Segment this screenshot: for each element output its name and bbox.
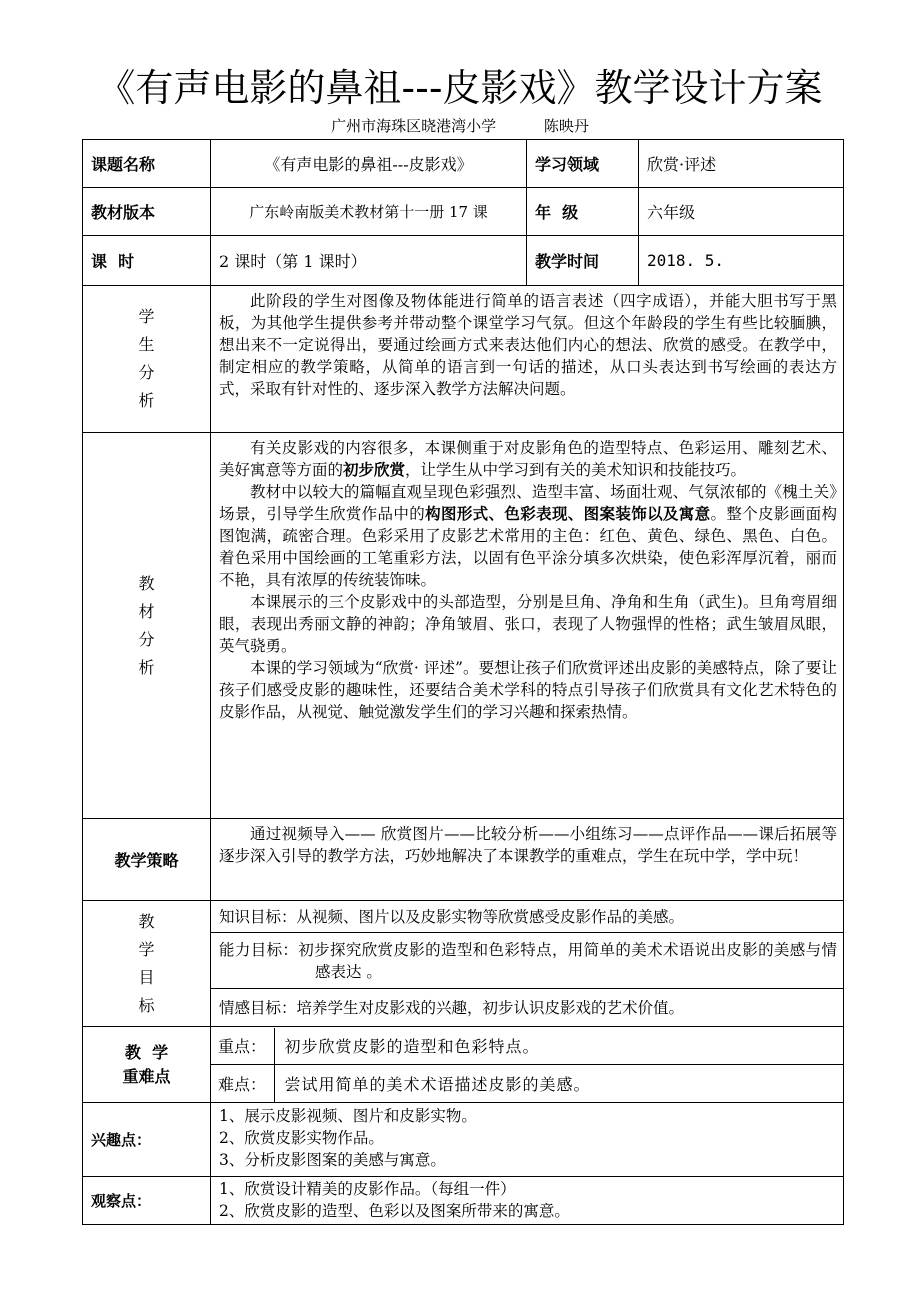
interest-item: 2、欣赏皮影实物作品。 [219, 1129, 384, 1147]
row-observe [83, 1177, 844, 1225]
row-material-analysis [83, 433, 844, 819]
material-analysis-label [83, 433, 211, 819]
label-line: 重难点 [122, 1066, 171, 1086]
goal-knowledge-cell [211, 901, 844, 933]
label-char: 学 [138, 939, 155, 959]
interest-label: 兴趣点： [83, 1103, 211, 1177]
student-analysis-label [83, 286, 211, 433]
topic-label: 课题名称 [83, 140, 211, 188]
text-run: ，让学生从中学习到有关的美术知识和技能技巧。 [405, 461, 747, 479]
goal-emotion-cell [211, 989, 844, 1027]
observe-label: 观察点： [83, 1177, 211, 1225]
label-char: 学 [138, 307, 155, 326]
label-char: 生 [138, 335, 155, 354]
interest-item: 3、分析皮影图案的美感与寓意。 [219, 1151, 446, 1169]
keypoints-cell [211, 1027, 844, 1103]
text-run: 教材中以较大的篇幅直观呈现色彩强烈、造型丰富、场面壮观、气氛浓郁的《槐土关》场景，引导学生欣赏作品中的 [219, 483, 837, 523]
label-char: 析 [138, 391, 155, 410]
grade-label: 年 级 [527, 188, 639, 236]
material-analysis-text-cell [211, 433, 844, 819]
goal-ability-cell [211, 933, 844, 989]
hours-value: 2 课时（第 1 课时） [211, 236, 527, 286]
text-run: 有关皮影戏的内容很多，本课侧重于对皮影角色的造型特点、色彩运用、雕刻艺术、美好寓意等方面的 [219, 439, 837, 479]
label-char: 分 [138, 363, 155, 382]
emphasis: 构图形式、色彩表现、图案装饰以及寓意 [425, 505, 711, 523]
goal-ability: 能力目标：初步探究欣赏皮影的造型和色彩特点，用简单的美术术语说出皮影的美感与情感表达 。 [219, 940, 837, 981]
label-line: 教 学 [124, 1042, 169, 1062]
keypoints-label [83, 1027, 211, 1103]
lesson-plan-table [82, 139, 844, 1225]
label-char: 目 [138, 967, 155, 987]
goals-label [83, 901, 211, 1027]
row-goal-knowledge [83, 901, 844, 933]
time-value: 2018. 5. [639, 236, 844, 286]
edition-value: 广东岭南版美术教材第十一册 17 课 [211, 188, 527, 236]
row-student-analysis [83, 286, 844, 433]
interest-cell [211, 1103, 844, 1177]
label-char: 标 [138, 995, 155, 1015]
row-hours [83, 236, 844, 286]
student-analysis-text: 此阶段的学生对图像及物体能进行简单的语言表述（四字成语），并能大胆书写于黑板，为其他学生提供参考并带动整个课堂学习气氛。但这个年龄段的学生有些比较腼腆，想出来不一定说得出，要通过绘画方式来表达他们内心的想法、欣赏的感受。在教学中，制定相应的教学策略，从简单的语言到一句话的描述，从口头表达到书写绘画的表达方式，采取有针对性的、逐步深入教学方法解决问题。 [219, 292, 837, 398]
emphasis: 初步欣赏 [343, 461, 406, 479]
label-char: 材 [138, 601, 155, 621]
label-char: 分 [138, 629, 155, 649]
author-line: 广州市海珠区晓港湾小学 陈映丹 [331, 117, 589, 135]
material-paragraph-1 [219, 437, 837, 481]
observe-cell [211, 1177, 844, 1225]
label-char: 教 [138, 573, 155, 593]
topic-value: 《有声电影的鼻祖---皮影戏》 [211, 140, 527, 188]
observe-item: 1、欣赏设计精美的皮影作品。（每组一件） [219, 1180, 516, 1198]
observe-item: 2、欣赏皮影的造型、色彩以及图案所带来的寓意。 [219, 1202, 570, 1220]
student-analysis-text-cell [211, 286, 844, 433]
domain-value: 欣赏·评述 [639, 140, 844, 188]
material-paragraph-4: 本课的学习领域为“欣赏· 评述”。要想让孩子们欣赏评述出皮影的美感特点，除了要让孩子们感受皮影的趣味性，还要结合美术学科的特点引导孩子们欣赏具有文化艺术特色的皮影作品，从视觉、触觉激发学生们的学习兴趣和探索热情。 [219, 659, 837, 721]
keypoints-subtable [211, 1028, 843, 1102]
time-label: 教学时间 [527, 236, 639, 286]
strategy-text-cell [211, 819, 844, 901]
interest-item: 1、展示皮影视频、图片和皮影实物。 [219, 1107, 477, 1125]
strategy-text: 通过视频导入—— 欣赏图片——比较分析——小组练习——点评作品——课后拓展等逐步深入引导的教学方法，巧妙地解决了本课教学的重难点，学生在玩中学，学中玩！ [219, 825, 837, 865]
hours-label: 课 时 [83, 236, 211, 286]
row-strategy [83, 819, 844, 901]
domain-label: 学习领域 [527, 140, 639, 188]
label-char: 教 [138, 911, 155, 931]
goal-knowledge: 知识目标：从视频、图片以及皮影实物等欣赏感受皮影作品的美感。 [219, 907, 685, 926]
goal-emotion: 情感目标：培养学生对皮影戏的兴趣，初步认识皮影戏的艺术价值。 [219, 998, 685, 1017]
row-interest [83, 1103, 844, 1177]
text-run: 。整个皮影画面构图饱满，疏密合理。色彩采用了皮影艺术常用的主色：红色、黄色、绿色、黑色、白色。着色采用中国绘画的工笔重彩方法，以固有色平涂分填多次烘染，使色彩浑厚沉着，丽而不艳，具有浓厚的传统装饰味。 [219, 505, 837, 589]
edition-label: 教材版本 [83, 188, 211, 236]
material-paragraph-3: 本课展示的三个皮影戏中的头部造型，分别是旦角、净角和生角（武生)。旦角弯眉细眼，表现出秀丽文静的神韵；净角皱眉、张口，表现了人物强悍的性格；武生皱眉凤眼，英气骁勇。 [219, 593, 837, 655]
row-topic [83, 140, 844, 188]
hard-value: 尝试用简单的美术术语描述皮影的美感。 [274, 1065, 843, 1102]
hard-label: 难点： [211, 1065, 274, 1102]
key-label: 重点： [211, 1028, 274, 1065]
material-paragraph-2 [219, 481, 837, 591]
grade-value: 六年级 [639, 188, 844, 236]
row-edition [83, 188, 844, 236]
row-keypoints [83, 1027, 844, 1103]
strategy-label: 教学策略 [83, 819, 211, 901]
key-value: 初步欣赏皮影的造型和色彩特点。 [274, 1028, 843, 1065]
label-char: 析 [138, 657, 155, 677]
page-title: 《有声电影的鼻祖---皮影戏》教学设计方案 [97, 66, 823, 110]
